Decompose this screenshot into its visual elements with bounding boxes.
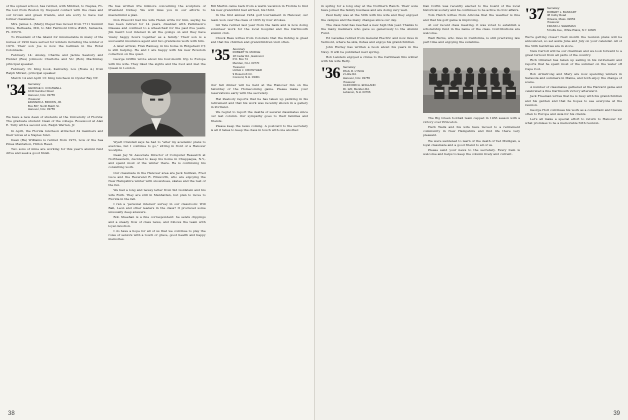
paragraph: Bob Armstrong and Mary are now spending winters in Sarasota and summers in Maine, and both enjoy the change of scene. (525, 71, 622, 85)
team-photo (423, 48, 520, 113)
class-35-header (211, 48, 308, 80)
paragraph: He has written Pre Gilmore concerning the sculpture of President Dickey. We will miss you in our efforts to mastermind a plan. (108, 4, 206, 17)
paragraph: John Hurley has written a book about his years in the Navy. It will be published next spring. (321, 45, 418, 54)
paragraph: In the first annual 1934 golf tournament in Hanover, our team won over the class of 1935 by four strokes. (210, 13, 308, 22)
left-column-2 (108, 4, 205, 408)
class-officers: Secretary ROBERT W. MUDGE 18 Cedar Rd., Eastmont P.O. Box 74 Meriden, N.H. 03770 Treasurer HUGH J. CROWTHER 9 Rosecroft Cir. Concord, N.H. 03301 (232, 46, 264, 80)
paragraph: Bob Sheehan is a fine correspondent: he sends clippings and a steady flow of class news, and follows the team with loyal devotion. (108, 215, 206, 228)
paragraph: Dan Coffin was recently elected to the board of the local historical society and he continues to be active in civic affairs. (423, 4, 520, 13)
class-34-header (6, 83, 103, 112)
paragraph: Tom Hatch writes from Arizona that the weather is fine and that his golf game is improving. (423, 13, 520, 22)
paragraph: Rich Olmsted has taken up sailing in his retirement and reports that he spent most of the summer on the water off Cape Cod. (525, 58, 622, 71)
paragraph: Hal Peabody reports that he has taken up painting in his retirement and that his work was recently shown in a gallery in Portland. (210, 96, 308, 110)
class-36-header (321, 66, 418, 95)
paragraph: in spring for a long stay at the Northern Ranch. Their sons have joined the family business and are doing very well. (321, 4, 418, 13)
left-column-3 (211, 4, 308, 408)
right-column-3 (525, 4, 622, 408)
paragraph: I do have a hope for all of us that we continue to play the roles of seniors with a touch of grace, good health and happy memories. (108, 228, 206, 242)
paragraph: Bob Landers enjoyed a cruise to the Caribbean this winter with his wife Betty. (321, 54, 418, 63)
paragraph: At our recent class meeting, it was voted to establish a scholarship fund in the name of the class. Contributions are welcome. (423, 22, 520, 36)
paragraph: Herb Wells and his wife have moved to a retirement community in New Hampshire and find life there very pleasant. (423, 124, 520, 138)
football-team-image (423, 48, 520, 113)
paragraph: February 15: King book, Kentucky, Lou (Rosie 4.) from Ralph Miraut, principal speaker. (6, 66, 104, 75)
paragraph: We have a new dean of students at the University of Florida: The graduate student: Dean of the college. Rosewood at Alan E. Tully with a second son, Ralph Warren, Jr. (6, 114, 104, 128)
paragraph: of the spread school, has retired, with Mildred, to Naples, FL. We lost from Boston by frequent contact with the class and our brown and green friends, and are sorry to have lost former classmates. (6, 4, 104, 21)
paragraph: Paul Kelly was at the 50th with his wife and they enjoyed the campus and the many changes since our day. (321, 13, 418, 22)
page-number-left: 38 (8, 411, 15, 417)
portrait-image (108, 73, 205, 137)
paragraph: The class fund has reached a new high this year. Thanks to the many members who gave so generously to the Alumni Fund. (321, 22, 418, 36)
class-year: '34 (6, 82, 25, 100)
paragraph: Please keep the news coming. A postcard to the secretary is all it takes to keep the class in touch with one another. (210, 123, 308, 132)
paragraph: Ed Lavallee retired from General Electric and now lives in Vermont, where he skis, fishes and enjoys his grandchildren. (321, 36, 418, 45)
paragraph: Two sons of mine are working for this year's alumni fund drive and seek a good finish. (6, 147, 104, 156)
photo-caption: Wyatt Crandall says he had to "alter my academic plans to exercise, but I continue to go," sitting in front of a Hanover woodpile. (108, 139, 206, 152)
paragraph: A number of classmates gathered at the Harvard game and celebrated a fine Dartmouth victory afterward. (525, 85, 622, 94)
paragraph: George Holt continues his work as a consultant and travels often to Europe and Asia for his clients. (525, 107, 622, 117)
paragraph: Dean Jay W. Associate Director of Computer Research at Northeastern, decided to keep his home in Chappaqua, N.Y., and spend most of the winter there. He is continuing his consulting work. (108, 152, 206, 170)
class-officers: Secretary GEORGE C. COGSWELL 1040 Gardner Road Hanover, N.H. 03755 Treasurer EDWARD A. BROWN, JR. Box 867, North Balch St. Hanover, N.H. 03755 (27, 82, 62, 112)
paragraph: We're getting closer! Next month the reunion plans will be announced, so set aside June and July on your calendar. All of the 50th festivities are in store. (525, 35, 622, 48)
paragraph: Let's all make a special effort to return to Hanover for what promises to be a memorable 50th reunion. (525, 117, 622, 126)
class-year: '37 (525, 6, 544, 23)
class-37-header (525, 7, 622, 32)
right-page (314, 0, 628, 420)
photo-caption: The Big Green football team capped in 1936 season with a victory over Princeton. (423, 115, 520, 125)
paragraph: We had a long and newsy letter from Sid Goldstein and his wife Ruth. They are still in Manhattan, but plan to move to Florida in the fall. (108, 188, 206, 201)
right-column-1 (321, 4, 418, 408)
page-number-right: 39 (613, 411, 620, 417)
paragraph: Gil Tate retired last year from the bank and is now doing volunteer work for the local hospital and the Dartmouth alumni club. (210, 22, 308, 36)
paragraph: Mrs. James L. (Mary) Pieper has moved from 7711 Summit Drive, Bethesda, MD, to 640 Fairmont Drive #903, Sarasota, FL 33579. (6, 21, 104, 35)
class-year: '35 (210, 46, 230, 64)
class-officers: Secretary ROBERT L. BANKART 38 Colby Road Orleans, Mass. 02653 Treasurer FRANK H. SHERMAN 5 Follis Ave., White Plains, N.Y. 10605 (546, 6, 596, 32)
paragraph: I ran a 'personal interest' survey in our classroom: Will Ball, Leon and other leaders in the class? It produced some unusually deep answers. (108, 201, 206, 215)
paragraph: Jack Freeman writes that he is busy with his grandchildren and his garden and that he hopes to see everyone at the reunion. (525, 94, 622, 107)
paragraph: Our fall dinner will be held at the Hanover Inn on the Saturday of the Homecoming game. Please make your reservations early with the secretary. (210, 82, 308, 96)
paragraph: Chuck Bass writes from Colorado that the fishing is great and that his children and grandchildren visit often. (210, 36, 308, 45)
paragraph: Walt Burns, who lives in California, is still practicing law part time and enjoying the sunshine. (423, 36, 520, 45)
paragraph: Dean (Ba) Williams is retired from 1975, now of the Sea Pines Plantation, Hilton Head. (6, 137, 104, 147)
paragraph: March 14 and April 13: King luncheon in Oyster Bay NY. (11, 75, 99, 80)
paragraph: A later arrival, Fran Ramsey, in his home in Ridgefield CT, is still helping. He and I are happy with his new Bowdoin collection on the quad. (108, 43, 206, 57)
portrait-photo (108, 73, 205, 137)
right-column-2 (423, 4, 520, 408)
paragraph: Nels Carroll will be our chairman and we look forward to a great turnout from all parts of the country. (525, 48, 622, 57)
paragraph: Our classmate in the Hanover area are Jack Sullivan, Fred Luce and the Reverend R. Ellsworth, who are enjoying the New Hampshire winter with snowshoes, skates and the rest of the fun. (108, 170, 206, 188)
paragraph: Don Prescott had his wife Helen write for him, saying he has been retired for 14 years, disabled with Parkinson's Disease and confined to a wheelchair for the past five years. Jim hasn't lost interest in all the goings on and they have 'many happy hours together as a family.' Their son is a successful insurance agent and two grandsons work with him. (108, 17, 206, 43)
paragraph: We regret to report the deaths of several classmates since our last column. Our sympathy goes to their families and friends. (210, 110, 308, 123)
paragraph: To President of the Island for innumerable in many of the nurses of 1950 have served for winters including the winter of 1979. Their son Joe is now the bellman in the Hotel Colonnade. (6, 35, 104, 53)
left-column-1 (6, 4, 103, 408)
paragraph: George Griffin wrote about his four-month trip to Europe with his wife. They liked the sights and the food and met the Queen in London. (108, 57, 206, 70)
paragraph: In April, the Florida luncheon attracted 34 members and their wives at a Naples fund. (6, 128, 104, 137)
class-officers: Secretary PAUL R. LYNCH 2 Little Rd. Hanover, N.H. 03755 Treasurer CLIFFORD A. ENGLAND Rt. 120, Meriden Rd. Lebanon, N.H. 03766 (342, 65, 376, 95)
class-year: '36 (321, 65, 340, 83)
paragraph: Bill Martin came back from a warm vacation in Florida to find his new grandchild had arrived, his third. (210, 4, 308, 13)
paragraph: February 14: Ansley, Charlie and Jackie Seabury and Hunter (Bus) Johnson: Charlotte and Vic (Bob) MacKinlay, principal speaker. (6, 53, 104, 66)
paragraph: Please send your news to the secretary. Every item is welcome and helps to keep the column lively and current. (423, 147, 520, 157)
paragraph: We were saddened to learn of the death of Ted Mulligan, a loyal classmate and a good friend to all of us. (423, 138, 520, 147)
